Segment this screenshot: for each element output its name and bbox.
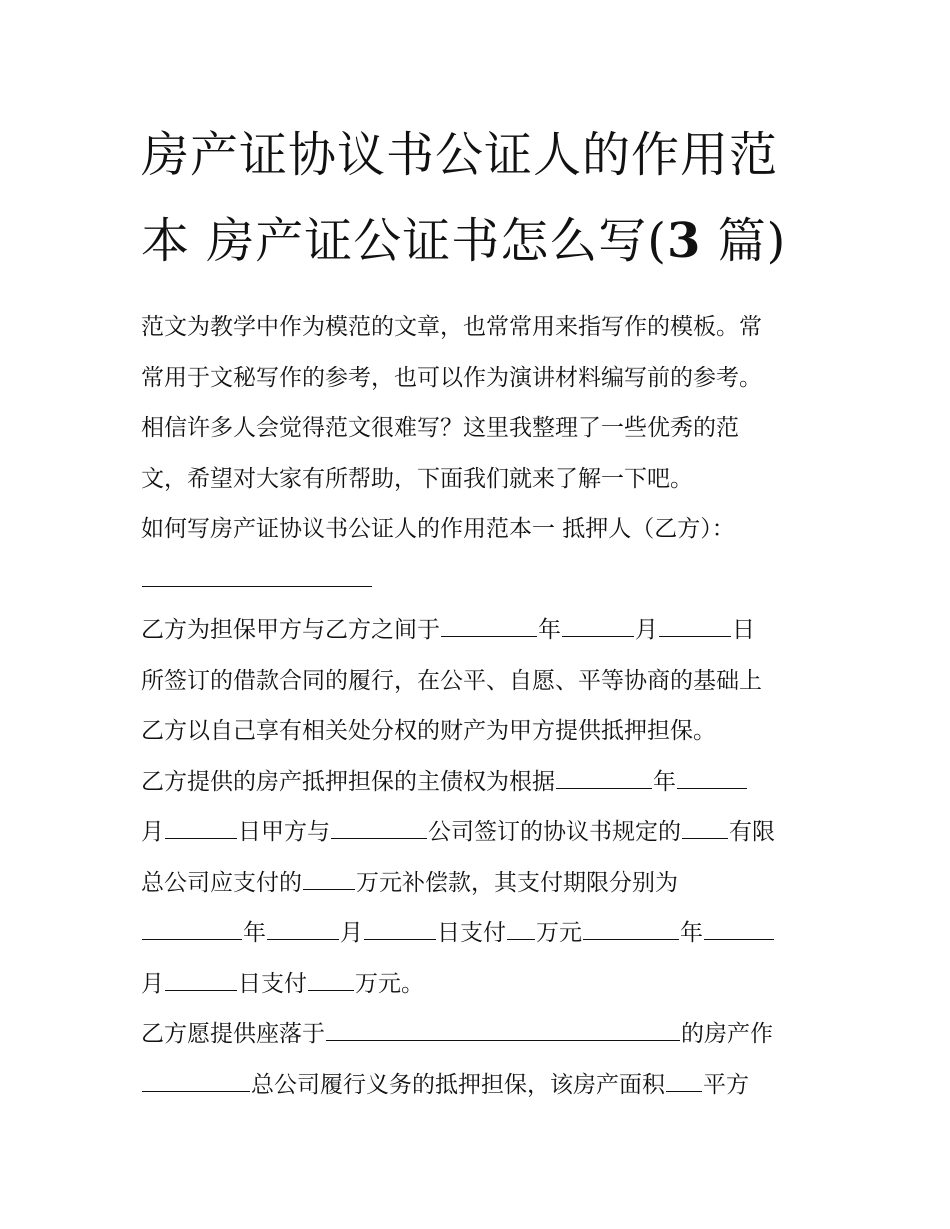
body-text: 日: [732, 617, 755, 643]
fill-in-blank: [704, 912, 774, 940]
fill-in-blank: [165, 963, 237, 991]
body-text: 公司签订的协议书规定的: [428, 819, 681, 845]
body-text: 有限: [729, 819, 775, 845]
body-text: 乙方愿提供座落于: [141, 1021, 325, 1047]
title-line-2-part-2: 篇): [701, 213, 787, 269]
body-text: 万元。: [355, 970, 424, 997]
body-text: 年: [680, 920, 703, 946]
document-body: [141, 302, 821, 1110]
body-line: [141, 858, 821, 909]
body-line: [141, 605, 821, 656]
body-line: [141, 706, 821, 757]
body-text: 万元补偿款，其支付期限分别为: [356, 869, 678, 896]
body-text: 月: [340, 920, 363, 946]
document-title: [141, 112, 821, 284]
body-text: 总公司应支付的: [141, 869, 302, 896]
fill-in-blank: [267, 912, 339, 940]
body-text: 月: [635, 617, 658, 643]
fill-in-blank: [441, 609, 537, 637]
body-text: 乙方以自己享有相关处分权的财产为甲方提供抵押担保。: [141, 718, 716, 744]
body-text: 所签订的借款合同的履行，在公平、自愿、平等协商的基础上: [141, 667, 762, 694]
fill-in-blank: [303, 862, 355, 890]
body-text: 常用于文秘写作的参考，也可以作为演讲材料编写前的参考。: [141, 364, 762, 391]
title-line-2-number: 3: [667, 213, 702, 269]
fill-in-blank: [666, 1064, 702, 1092]
body-text: 总公司履行义务的抵押担保，该房产面积: [251, 1071, 665, 1098]
body-text: 年: [243, 920, 266, 946]
fill-in-blank: [326, 1013, 680, 1041]
document-page: [141, 112, 821, 1110]
fill-in-blank: [165, 811, 237, 839]
title-line-2-part-1: 本 房产证公证书怎么写(: [141, 213, 667, 269]
body-text: 相信许多人会觉得范文很难写？这里我整理了一些优秀的范: [141, 415, 739, 441]
body-line: [141, 504, 821, 555]
body-text: 乙方为担保甲方与乙方之间于: [141, 617, 440, 643]
body-line: [141, 959, 821, 1010]
body-line: [141, 454, 821, 505]
fill-in-blank: [583, 912, 679, 940]
body-text: 日支付: [238, 970, 307, 997]
title-line-1: 房产证协议书公证人的作用范: [141, 127, 779, 183]
body-text: 乙方提供的房产抵押担保的主债权为根据: [141, 768, 555, 795]
fill-in-blank: [556, 761, 652, 789]
body-line: [141, 807, 821, 858]
fill-in-blank: [142, 559, 372, 587]
body-text: 文，希望对大家有所帮助，下面我们就来了解一下吧。: [141, 465, 693, 492]
fill-in-blank: [659, 609, 731, 637]
body-line: [141, 1009, 821, 1060]
body-line: [141, 403, 821, 454]
fill-in-blank: [507, 912, 535, 940]
body-line: [141, 302, 821, 353]
body-text: 的房产作: [681, 1021, 773, 1047]
fill-in-blank: [677, 761, 747, 789]
body-text: 日支付: [437, 920, 506, 946]
body-text: 年: [538, 617, 561, 643]
fill-in-blank: [142, 912, 242, 940]
body-text: 日甲方与: [238, 819, 330, 845]
body-text: 如何写房产证协议书公证人的作用范本一 抵押人（乙方）：: [141, 516, 735, 542]
body-text: 范文为教学中作为模范的文章，也常常用来指写作的模板。常: [141, 314, 762, 340]
body-line: [141, 908, 821, 959]
body-text: 年: [653, 768, 676, 795]
fill-in-blank: [364, 912, 436, 940]
body-text: 月: [141, 970, 164, 997]
body-line: [141, 353, 821, 404]
body-line: [141, 656, 821, 707]
fill-in-blank: [562, 609, 634, 637]
body-line: [141, 555, 821, 606]
fill-in-blank: [308, 963, 354, 991]
body-line: [141, 1060, 821, 1111]
body-text: 万元: [536, 920, 582, 946]
fill-in-blank: [142, 1064, 250, 1092]
body-text: 平方: [703, 1071, 749, 1098]
body-text: 月: [141, 819, 164, 845]
fill-in-blank: [682, 811, 728, 839]
fill-in-blank: [331, 811, 427, 839]
body-line: [141, 757, 821, 808]
